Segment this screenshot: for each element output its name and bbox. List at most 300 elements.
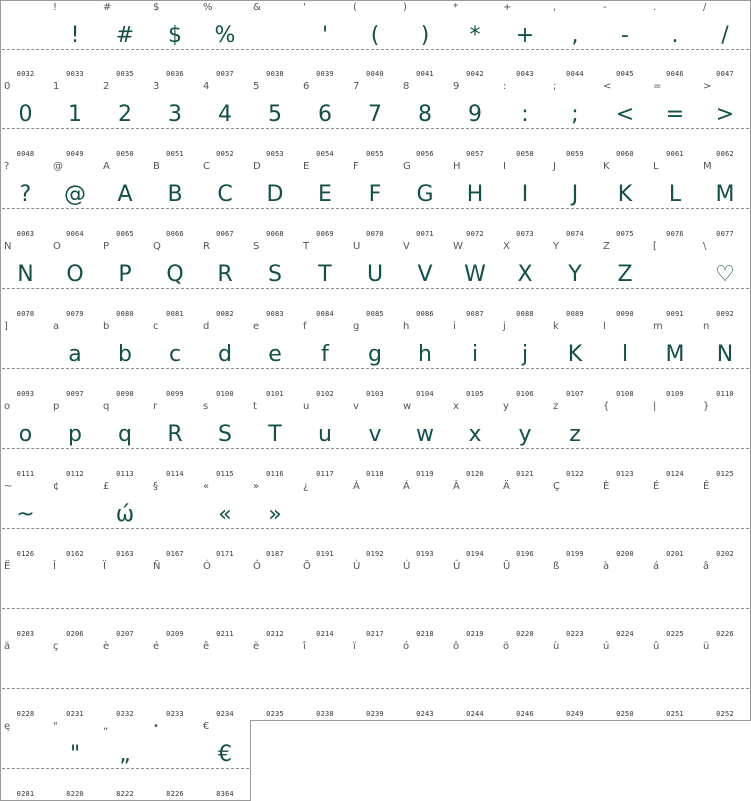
glyph-preview: z (569, 422, 581, 447)
char-code: 0071 (416, 230, 434, 238)
char-code: 0122 (566, 470, 584, 478)
glyph-cell-0192 (350, 480, 401, 561)
glyph-cell-0217 (350, 560, 401, 641)
baseline-guide (201, 528, 249, 529)
char-code: 0193 (416, 550, 434, 558)
cell-label: W (453, 241, 463, 252)
char-code: 0048 (16, 150, 35, 158)
cell-label: h (403, 321, 410, 332)
glyph-cell-0047 (700, 0, 751, 81)
baseline-guide (351, 528, 399, 529)
cell-label: ; (553, 81, 557, 92)
baseline-guide (501, 128, 549, 129)
cell-label: a (53, 321, 60, 332)
char-code: 0087 (466, 310, 484, 318)
baseline-guide (401, 688, 449, 689)
char-code: 0108 (616, 390, 634, 398)
glyph-preview: c (168, 342, 182, 367)
char-code: 0199 (566, 550, 584, 558)
glyph-cell-0219 (450, 560, 501, 641)
cell-label: s (203, 401, 209, 412)
baseline-guide (601, 608, 649, 609)
cell-label: x (453, 401, 459, 412)
cell-label: O (53, 241, 61, 252)
glyph-cell-0098 (100, 320, 151, 401)
glyph-cell-0049 (50, 80, 101, 161)
char-code: 0110 (716, 390, 734, 398)
cell-label: ¿ (303, 481, 309, 492)
glyph-cell-0055 (350, 80, 401, 161)
glyph-preview: o (18, 422, 33, 447)
char-code: 0119 (416, 470, 434, 478)
baseline-guide (2, 688, 49, 689)
baseline-guide (251, 688, 299, 689)
glyph-preview: e (268, 342, 282, 367)
glyph-cell-0226 (700, 560, 751, 641)
glyph-cell-0112 (50, 400, 101, 481)
char-code: 0037 (216, 70, 234, 78)
char-code: 0250 (616, 710, 634, 718)
glyph-cell-0206 (50, 560, 101, 641)
glyph-preview: " (69, 742, 81, 767)
glyph-cell-0054 (300, 80, 351, 161)
char-code: 0062 (716, 150, 734, 158)
cell-label: D (253, 161, 261, 172)
glyph-preview: + (515, 23, 535, 48)
glyph-preview: T (318, 262, 332, 287)
cell-label: é (153, 641, 160, 652)
char-code: 0079 (66, 310, 84, 318)
glyph-preview: J (571, 182, 579, 207)
glyph-preview: 8 (418, 102, 432, 127)
glyph-cell-0036 (150, 0, 201, 81)
glyph-preview: ( (370, 23, 380, 48)
baseline-guide (501, 288, 549, 289)
glyph-preview: * (469, 23, 481, 48)
baseline-guide (351, 368, 399, 369)
char-code: 0045 (616, 70, 634, 78)
glyph-cell-0072 (450, 160, 501, 241)
baseline-guide (51, 208, 99, 209)
char-code: 0061 (666, 150, 684, 158)
baseline-guide (551, 208, 599, 209)
glyph-cell-0084 (300, 240, 351, 321)
char-code: 0081 (166, 310, 184, 318)
cell-label: d (203, 321, 210, 332)
glyph-cell-8220 (50, 720, 101, 801)
baseline-guide (501, 528, 549, 529)
glyph-cell-0231 (50, 640, 101, 721)
baseline-guide (251, 608, 299, 609)
glyph-preview: » (268, 502, 282, 527)
cell-label: H (453, 161, 461, 172)
glyph-preview: « (218, 502, 232, 527)
glyph-preview: Q (166, 262, 184, 287)
char-code: 0054 (316, 150, 334, 158)
glyph-preview: W (464, 262, 486, 287)
glyph-preview: Z (617, 262, 633, 287)
char-code: 0042 (466, 70, 484, 78)
glyph-preview: @ (64, 182, 86, 207)
glyph-cell-0126 (0, 480, 51, 561)
cell-label: û (653, 641, 660, 652)
char-code: 0102 (316, 390, 334, 398)
glyph-cell-0085 (350, 240, 401, 321)
baseline-guide (701, 688, 749, 689)
glyph-preview: 2 (118, 102, 132, 127)
baseline-guide (51, 768, 99, 769)
baseline-guide (701, 49, 749, 50)
glyph-cell-0223 (550, 560, 601, 641)
cell-label: e (253, 321, 260, 332)
glyph-cell-0196 (500, 480, 551, 561)
char-code: 0052 (216, 150, 234, 158)
cell-label: Ù (353, 561, 361, 572)
char-code: 0063 (16, 230, 35, 238)
cell-label: C (203, 161, 210, 172)
glyph-preview: D (266, 182, 284, 207)
glyph-cell-0171 (200, 480, 251, 561)
glyph-cell-8226 (150, 720, 201, 801)
glyph-cell-0233 (150, 640, 201, 721)
baseline-guide (151, 688, 199, 689)
glyph-cell-0058 (500, 80, 551, 161)
baseline-guide (451, 448, 499, 449)
cell-label: > (703, 81, 712, 92)
char-code: 8364 (216, 790, 234, 798)
glyph-cell-0211 (200, 560, 251, 641)
baseline-guide (401, 368, 449, 369)
glyph-cell-0038 (250, 0, 301, 81)
baseline-guide (201, 368, 249, 369)
glyph-preview: X (517, 262, 533, 287)
cell-label: u (303, 401, 310, 412)
char-code: 0044 (566, 70, 584, 78)
char-code: 0163 (116, 550, 134, 558)
glyph-preview: j (521, 342, 529, 367)
char-code: 0224 (616, 630, 634, 638)
baseline-guide (51, 49, 99, 50)
cell-label: « (203, 481, 210, 492)
baseline-guide (601, 368, 649, 369)
baseline-guide (451, 528, 499, 529)
glyph-cell-0239 (350, 640, 401, 721)
baseline-guide (651, 368, 699, 369)
char-code: 0036 (166, 70, 184, 78)
char-code: 0076 (666, 230, 684, 238)
glyph-cell-0187 (250, 480, 301, 561)
cell-label: „ (103, 721, 109, 732)
baseline-guide (551, 448, 599, 449)
cell-label: 0 (4, 81, 11, 92)
char-code: 0120 (466, 470, 484, 478)
char-code: 0211 (216, 630, 234, 638)
baseline-guide (701, 128, 749, 129)
glyph-cell-0110 (700, 320, 751, 401)
baseline-guide (651, 528, 699, 529)
baseline-guide (201, 448, 249, 449)
baseline-guide (301, 368, 349, 369)
glyph-cell-0052 (200, 80, 251, 161)
cell-label: { (603, 401, 610, 412)
baseline-guide (201, 608, 249, 609)
char-code: 0249 (566, 710, 584, 718)
glyph-preview: S (268, 262, 282, 287)
glyph-cell-0199 (550, 480, 601, 561)
glyph-cell-0251 (650, 640, 701, 721)
baseline-guide (101, 368, 149, 369)
glyph-preview: U (366, 262, 384, 287)
cell-label: Ö (303, 561, 311, 572)
glyph-preview: w (416, 422, 434, 447)
glyph-preview: P (118, 262, 132, 287)
char-code: 0191 (316, 550, 334, 558)
baseline-guide (201, 49, 249, 50)
glyph-cell-0232 (100, 640, 151, 721)
glyph-preview: x (468, 422, 482, 447)
baseline-guide (501, 608, 549, 609)
glyph-cell-0065 (100, 160, 151, 241)
glyph-cell-0121 (500, 400, 551, 481)
baseline-guide (201, 208, 249, 209)
cell-label: ! (53, 2, 58, 13)
baseline-guide (601, 528, 649, 529)
baseline-guide (2, 768, 49, 769)
glyph-preview: N (17, 262, 34, 287)
cell-label: Ë (4, 561, 11, 572)
char-code: 0121 (516, 470, 534, 478)
glyph-preview: S (218, 422, 232, 447)
glyph-preview: y (518, 422, 532, 447)
char-code: 0075 (616, 230, 634, 238)
char-code: 0072 (466, 230, 484, 238)
char-code: 0093 (16, 390, 35, 398)
glyph-cell-0061 (650, 80, 701, 161)
char-code: 0243 (416, 710, 434, 718)
cell-label: = (653, 81, 662, 92)
baseline-guide (151, 368, 199, 369)
glyph-preview: B (167, 182, 183, 207)
cell-label: m (653, 321, 663, 332)
cell-label: , (553, 2, 557, 13)
cell-label: - (603, 2, 607, 13)
baseline-guide (101, 768, 149, 769)
glyph-cell-0037 (200, 0, 251, 81)
glyph-preview: F (368, 182, 382, 207)
glyph-preview: T (268, 422, 282, 447)
baseline-guide (101, 608, 149, 609)
cell-label: V (403, 241, 410, 252)
cell-label: $ (153, 2, 160, 13)
glyph-cell-0123 (600, 400, 651, 481)
char-code: 0196 (516, 550, 534, 558)
baseline-guide (451, 368, 499, 369)
glyph-cell-0097 (50, 320, 101, 401)
cell-label: Á (403, 481, 410, 492)
glyph-cell-0246 (500, 640, 551, 721)
glyph-preview: ~ (16, 502, 35, 527)
cell-label: i (453, 321, 456, 332)
char-code: 0080 (116, 310, 134, 318)
char-code: 0207 (116, 630, 134, 638)
baseline-guide (601, 688, 649, 689)
cell-label: Ê (703, 481, 710, 492)
char-code: 0171 (216, 550, 234, 558)
baseline-guide (701, 368, 749, 369)
cell-label: É (653, 481, 660, 492)
cell-label: K (603, 161, 610, 172)
char-code: 0200 (616, 550, 634, 558)
glyph-cell-0077 (700, 160, 751, 241)
baseline-guide (251, 368, 299, 369)
glyph-cell-0045 (600, 0, 651, 81)
baseline-guide (251, 288, 299, 289)
glyph-cell-0214 (300, 560, 351, 641)
char-code: 0109 (666, 390, 684, 398)
baseline-guide (301, 288, 349, 289)
baseline-guide (701, 208, 749, 209)
glyph-preview: f (321, 342, 329, 367)
baseline-guide (151, 448, 199, 449)
char-code: 0051 (166, 150, 184, 158)
glyph-preview: 1 (68, 102, 82, 127)
baseline-guide (251, 128, 299, 129)
baseline-guide (251, 528, 299, 529)
cell-label: w (403, 401, 412, 412)
char-code: 0047 (716, 70, 734, 78)
cell-label: b (103, 321, 110, 332)
glyph-preview: 7 (368, 102, 382, 127)
glyph-cell-0201 (650, 480, 701, 561)
glyph-cell-0093 (0, 320, 51, 401)
baseline-guide (501, 368, 549, 369)
char-code: 0238 (316, 710, 334, 718)
glyph-cell-0040 (350, 0, 401, 81)
cell-label: ¢ (53, 481, 60, 492)
glyph-cell-0202 (700, 480, 751, 561)
glyph-cell-0194 (450, 480, 501, 561)
cell-label: 8 (403, 81, 410, 92)
cell-label: Ç (553, 481, 560, 492)
char-code: 0078 (16, 310, 35, 318)
glyph-cell-0106 (500, 320, 551, 401)
cell-label: % (203, 2, 213, 13)
char-code: 0125 (716, 470, 734, 478)
glyph-preview: M (715, 182, 735, 207)
char-code: 0077 (716, 230, 734, 238)
baseline-guide (351, 448, 399, 449)
char-code: 0101 (266, 390, 284, 398)
glyph-cell-0100 (200, 320, 251, 401)
glyph-cell-0238 (300, 640, 351, 721)
glyph-cell-0250 (600, 640, 651, 721)
char-code: 0050 (116, 150, 134, 158)
glyph-cell-0224 (600, 560, 651, 641)
baseline-guide (2, 49, 49, 50)
glyph-preview: C (217, 182, 233, 207)
glyph-cell-0082 (200, 240, 251, 321)
glyph-preview: d (218, 342, 232, 367)
baseline-guide (351, 688, 399, 689)
cell-label: Ä (503, 481, 510, 492)
char-code: 0059 (566, 150, 584, 158)
glyph-preview: V (417, 262, 433, 287)
baseline-guide (2, 288, 49, 289)
char-code: 0126 (16, 550, 35, 558)
char-code: 0065 (116, 230, 134, 238)
char-code: 0209 (166, 630, 184, 638)
cell-label: v (353, 401, 359, 412)
glyph-cell-0244 (450, 640, 501, 721)
char-code: 0212 (266, 630, 284, 638)
baseline-guide (51, 528, 99, 529)
glyph-preview: ώ (115, 502, 135, 527)
cell-label: » (253, 481, 260, 492)
cell-label: f (303, 321, 307, 332)
cell-label: È (603, 481, 610, 492)
baseline-guide (251, 49, 299, 50)
char-code: 0206 (66, 630, 84, 638)
cell-label: à (603, 561, 610, 572)
cell-label: ö (503, 641, 510, 652)
glyph-preview: R (217, 262, 233, 287)
char-code: 0162 (66, 550, 84, 558)
glyph-preview: - (621, 23, 629, 48)
baseline-guide (2, 448, 49, 449)
char-code: 0083 (266, 310, 284, 318)
baseline-guide (651, 608, 699, 609)
cell-label: g (353, 321, 360, 332)
char-code: 0038 (266, 70, 284, 78)
glyph-cell-0056 (400, 80, 451, 161)
glyph-cell-0053 (250, 80, 301, 161)
char-code: 0167 (166, 550, 184, 558)
glyph-cell-0039 (300, 0, 351, 81)
glyph-preview: I (521, 182, 529, 207)
cell-label: Ï (103, 561, 106, 572)
baseline-guide (451, 688, 499, 689)
baseline-guide (2, 208, 49, 209)
glyph-cell-8364 (200, 720, 251, 801)
glyph-preview: E (318, 182, 332, 207)
char-code: 0088 (516, 310, 534, 318)
baseline-guide (451, 608, 499, 609)
glyph-cell-0203 (0, 560, 51, 641)
char-code: 0214 (316, 630, 334, 638)
baseline-guide (2, 128, 49, 129)
glyph-cell-0089 (550, 240, 601, 321)
glyph-preview: i (471, 342, 479, 367)
char-code: 0104 (416, 390, 434, 398)
cell-label: [ (653, 241, 657, 252)
baseline-guide (51, 128, 99, 129)
glyph-cell-0080 (100, 240, 151, 321)
cell-label: : (503, 81, 507, 92)
baseline-guide (151, 528, 199, 529)
char-code: 0239 (366, 710, 384, 718)
baseline-guide (301, 49, 349, 50)
glyph-preview: $ (168, 23, 182, 48)
char-code: 0112 (66, 470, 84, 478)
glyph-cell-0125 (700, 400, 751, 481)
char-code: 0232 (116, 710, 134, 718)
cell-label: â (703, 561, 710, 572)
cell-label: T (303, 241, 310, 252)
glyph-cell-0109 (650, 320, 701, 401)
baseline-guide (101, 128, 149, 129)
baseline-guide (301, 608, 349, 609)
baseline-guide (2, 368, 49, 369)
